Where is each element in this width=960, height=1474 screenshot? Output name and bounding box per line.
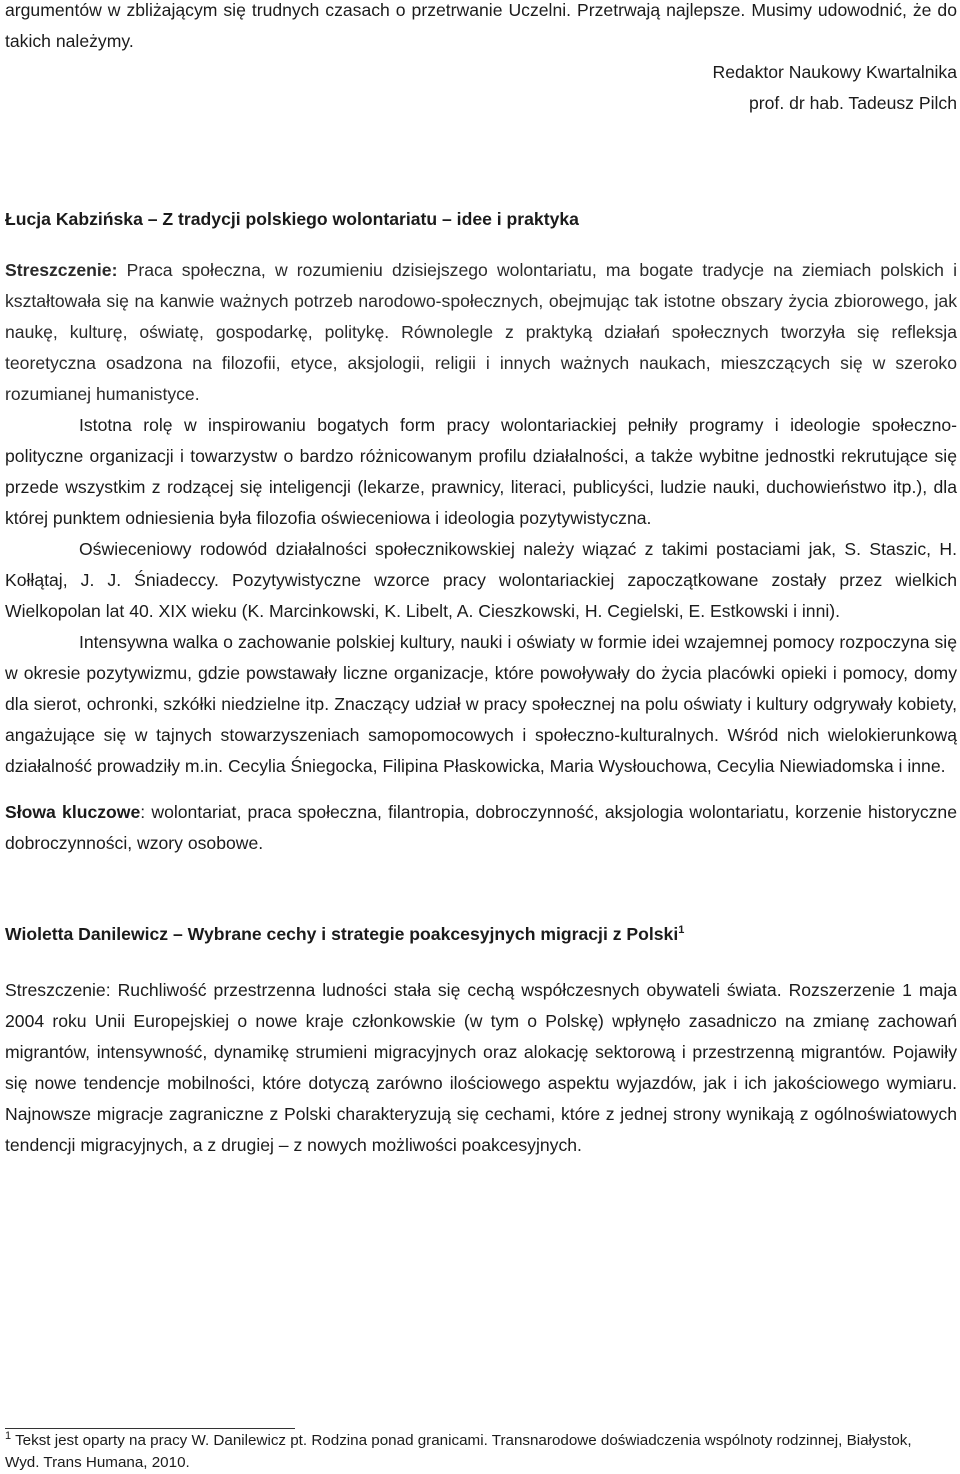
footnote-mark: 1 (5, 1429, 12, 1442)
article-2-abstract (5, 975, 957, 1161)
abstract-2-label: Streszczenie: (5, 980, 111, 1000)
document-page (5, 0, 957, 1161)
abstract-cont: Równolegle z praktyką działań społecznych tworzyła się refleksja teoretyczna osadzona na filozofii, etyce, aksjologii, religii i innych ważnych naukach, mieszczących się w szeroko rozumianej humanistyce. (5, 322, 957, 404)
intro-line-1: argumentów w zbliżającym się trudnych czasach o przetrwanie Uczelni. Przetrwają najlepsze. (5, 0, 746, 20)
abstract-first: Praca społeczna, w rozumieniu dzisiejszego wolontariatu, ma bogate tradycje na ziemiach polskich i kształtowała się na kanwie ważnych potrzeb narodowo-społecznych, obejmując tak istotne obszary życia zbiorowego, jak naukę, kulturę, oświatę, gospodarkę, politykę. (5, 260, 957, 342)
article-1-keywords (5, 797, 957, 859)
keywords-text: : wolontariat, praca społeczna, filantropia, dobroczynność, aksjologia wolontariatu, korzenie historyczne dobroczynności, wzory osobowe. (5, 802, 957, 853)
abstract-label: Streszczenie: (5, 260, 118, 280)
footnote-text: Tekst jest oparty na pracy W. Danilewicz pt. Rodzina ponad granicami. Transnarodowe doświadczenia wspólnoty rodzinnej, Białystok, Wyd. Trans Humana, 2010. (5, 1432, 912, 1471)
article-2-title (5, 919, 957, 950)
article-1-para-2: Istotna rolę w inspirowaniu bogatych form pracy wolontariackiej pełniły programy i ideologie społeczno-polityczne organizacji i towarzystw o bardzo różnicowanym profilu działalności, a także wybitne jednostki rekrutujące się przede wszystkim z rodzącej się inteligencji (lekarze, prawnicy, literaci, publicyści, ludzie nauki, duchowieństwo itp.), dla której punktem odniesienia była filozofia oświeceniowa i ideologia pozytywistyczna. (5, 415, 957, 528)
editor-name: prof. dr hab. Tadeusz Pilch (749, 93, 957, 113)
footnote-separator (5, 1428, 295, 1429)
article-1-abstract (5, 255, 957, 410)
footnote (5, 1430, 925, 1474)
intro-text (5, 0, 957, 57)
editor-role: Redaktor Naukowy Kwartalnika (712, 62, 957, 82)
article-1-para-4: Intensywna walka o zachowanie polskiej kultury, nauki i oświaty w formie idei wzajemnej pomocy rozpoczyna się w okresie pozytywizmu, gdzie powstawały liczne organizacje, które powoływały do życia placówki opieki i pomocy, domy dla sierot, ochronki, szkółki niedzielne itp. Znaczący udział w pracy społecznej na polu oświaty i kultury odgrywały kobiety, angażujące się w tajnych stowarzyszeniach samopomocowych i społeczno-kulturalnych. Wśród nich wielokierunkową działalność prowadziły m.in. Cecylia Śniegocka, Filipina Płaskowicka, Maria Wysłouchowa, Cecylia Niewiadomska i inne. (5, 632, 957, 776)
article-1-title: Łucja Kabzińska – Z tradycji polskiego wolontariatu – idee i praktyka (5, 209, 579, 229)
article-1-para-3: Oświeceniowy rodowód działalności społecznikowskiej należy wiązać z takimi postaciami jak, S. Staszic, H. Kołłątaj, J. J. Śniadeccy. Pozytywistyczne wzorce pracy wolontariackiej zapoczątkowane zostały przez wielkich Wielkopolan lat 40. XIX wieku (K. Marcinkowski, K. Libelt, A. Cieszkowski, H. Cegielski, E. Estkowski i inni). (5, 539, 957, 621)
keywords-label: Słowa kluczowe (5, 802, 141, 822)
intro-line-2: Musimy udowodnić, że do takich należymy. (5, 0, 957, 51)
article-2-title-text: Wioletta Danilewicz – Wybrane cechy i strategie poakcesyjnych migracji z Polski (5, 924, 679, 944)
footnote-reference[interactable]: 1 (678, 924, 685, 937)
abstract-2-text: Ruchliwość przestrzenna ludności stała się cechą współczesnych obywateli świata. Rozszerzenie 1 maja 2004 roku Unii Europejskiej o nowe kraje członkowskie (w tym o Polskę) wpłynęło zasadniczo na zmianę zachowań migrantów, intensywność, dynamikę strumieni migracyjnych oraz alokację sektorową i przestrzenną migrantów. Pojawiły się nowe tendencje mobilności, które dotyczą zarówno ilościowego aspektu wyjazdów, jak i ich jakościowego wymiaru. Najnowsze migracje zagraniczne z Polski charakteryzują się cechami, które z jednej strony wynikają z ogólnoświatowych tendencji migracyjnych, a z drugiej – z nowych możliwości poakcesyjnych. (5, 980, 958, 1155)
